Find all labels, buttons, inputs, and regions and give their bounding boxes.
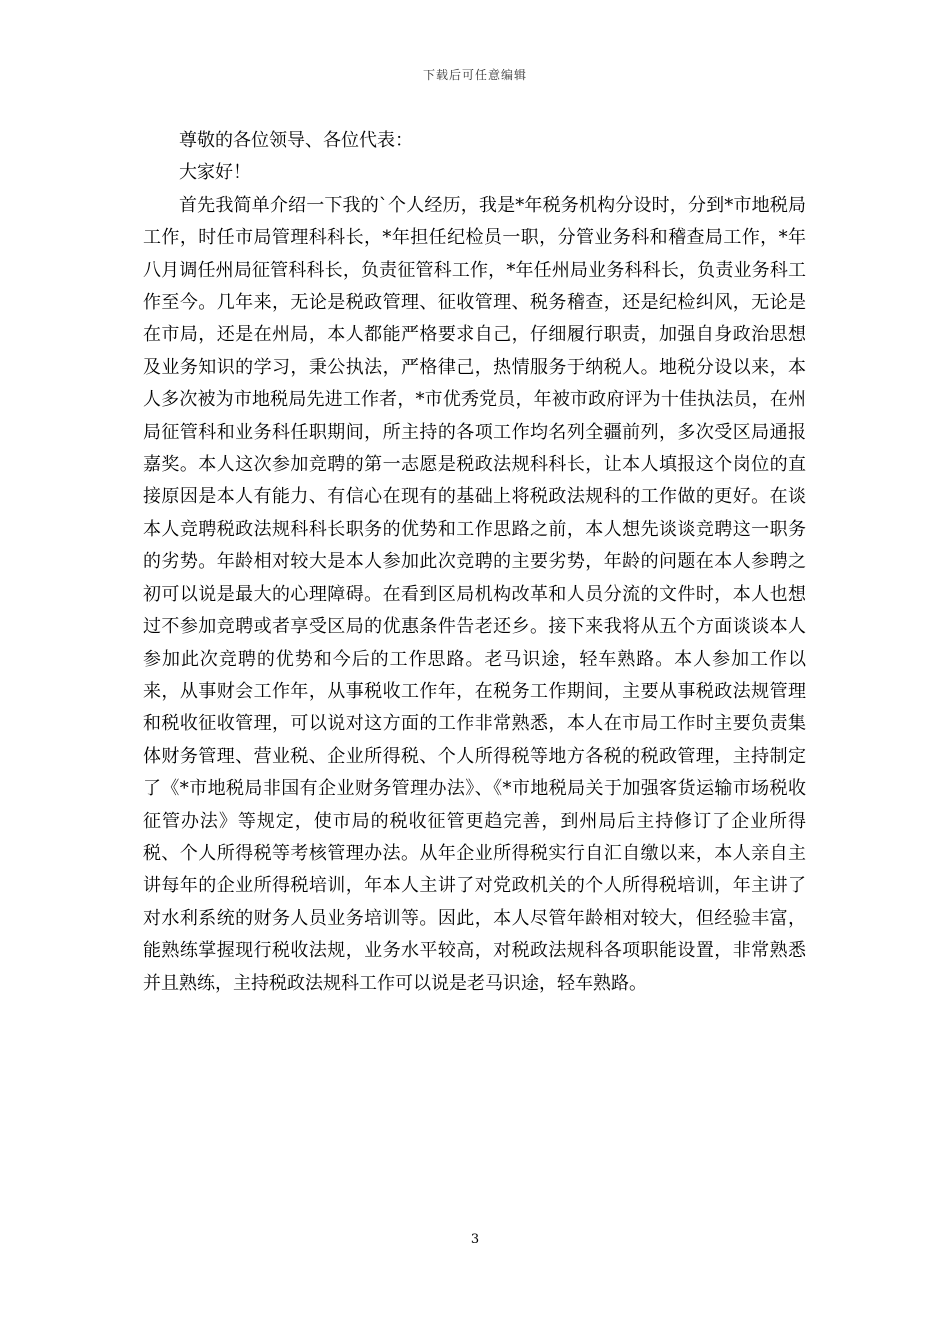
greeting-paragraph: 大家好！ (179, 162, 251, 184)
salutation-paragraph: 尊敬的各位领导、各位代表： (179, 130, 413, 151)
document-body (143, 125, 806, 1000)
page-header: 下载后可任意编辑 (422, 68, 527, 82)
main-paragraph: 首先我简单介绍一下我的`个人经历，我是*年税务机构分设时，分到*市地税局工作，时任市局管理科科长，*年担任纪检员一职，分管业务科和稽查局工作，*年八月调任州局征管科科长，负责征管科工作，*年任州局业务科科长，负责业务科工作至今。几年来，无论是税政管理、征收管理、税务稽查，还是纪检纠风，无论是在市局，还是在州局，本人都能严格要求自己，仔细履行职责，加强自身政治思想及业务知识的学习，秉公执法，严格律己，热情服务于纳税人。地税分设以来，本人多次被为市地税局先进工作者，*市优秀党员，年被市政府评为十佳执法员，在州局征管科和业务科任职期间，所主持的各项工作均名列全疆前列，多次受区局通报嘉奖。本人这次参加竞聘的第一志愿是税政法规科科长，让本人填报这个岗位的直接原因是本人有能力、有信心在现有的基础上将税政法规科的工作做的更好。在谈本人竞聘税政法规科科长职务的优势和工作思路之前，本人想先谈谈竞聘这一职务的劣势。年龄相对较大是本人参加此次竞聘的主要劣势，年龄的问题在本人参聘之初可以说是最大的心理障碍。在看到区局机构改革和人员分流的文件时，本人也想过不参加竞聘或者享受区局的优惠条件告老还乡。接下来我将从五个方面谈谈本人参加此次竞聘的优势和今后的工作思路。老马识途，轻车熟路。本人参加工作以来，从事财会工作年，从事税收工作年，在税务工作期间，主要从事税政法规管理和税收征收管理，可以说对这方面的工作非常熟悉，本人在市局工作时主要负责集体财务管理、营业税、企业所得税、个人所得税等地方各税的税政管理，主持制定了《*市地税局非国有企业财务管理办法》、《*市地税局关于加强客货运输市场税收征管办法》等规定，使市局的税收征管更趋完善，到州局后主持修订了企业所得税、个人所得税等考核管理办法。从年企业所得税实行自汇自缴以来，本人亲自主讲每年的企业所得税培训，年本人主讲了对党政机关的个人所得税培训，年主讲了对水利系统的财务人员业务培训等。因此，本人尽管年龄相对较大，但经验丰富，能熟练掌握现行税收法规，业务水平较高，对税政法规科各项职能设置，非常熟悉并且熟练，主持税政法规科工作可以说是老马识途，轻车熟路。 (143, 194, 806, 994)
page-number: 3 (470, 1232, 480, 1247)
